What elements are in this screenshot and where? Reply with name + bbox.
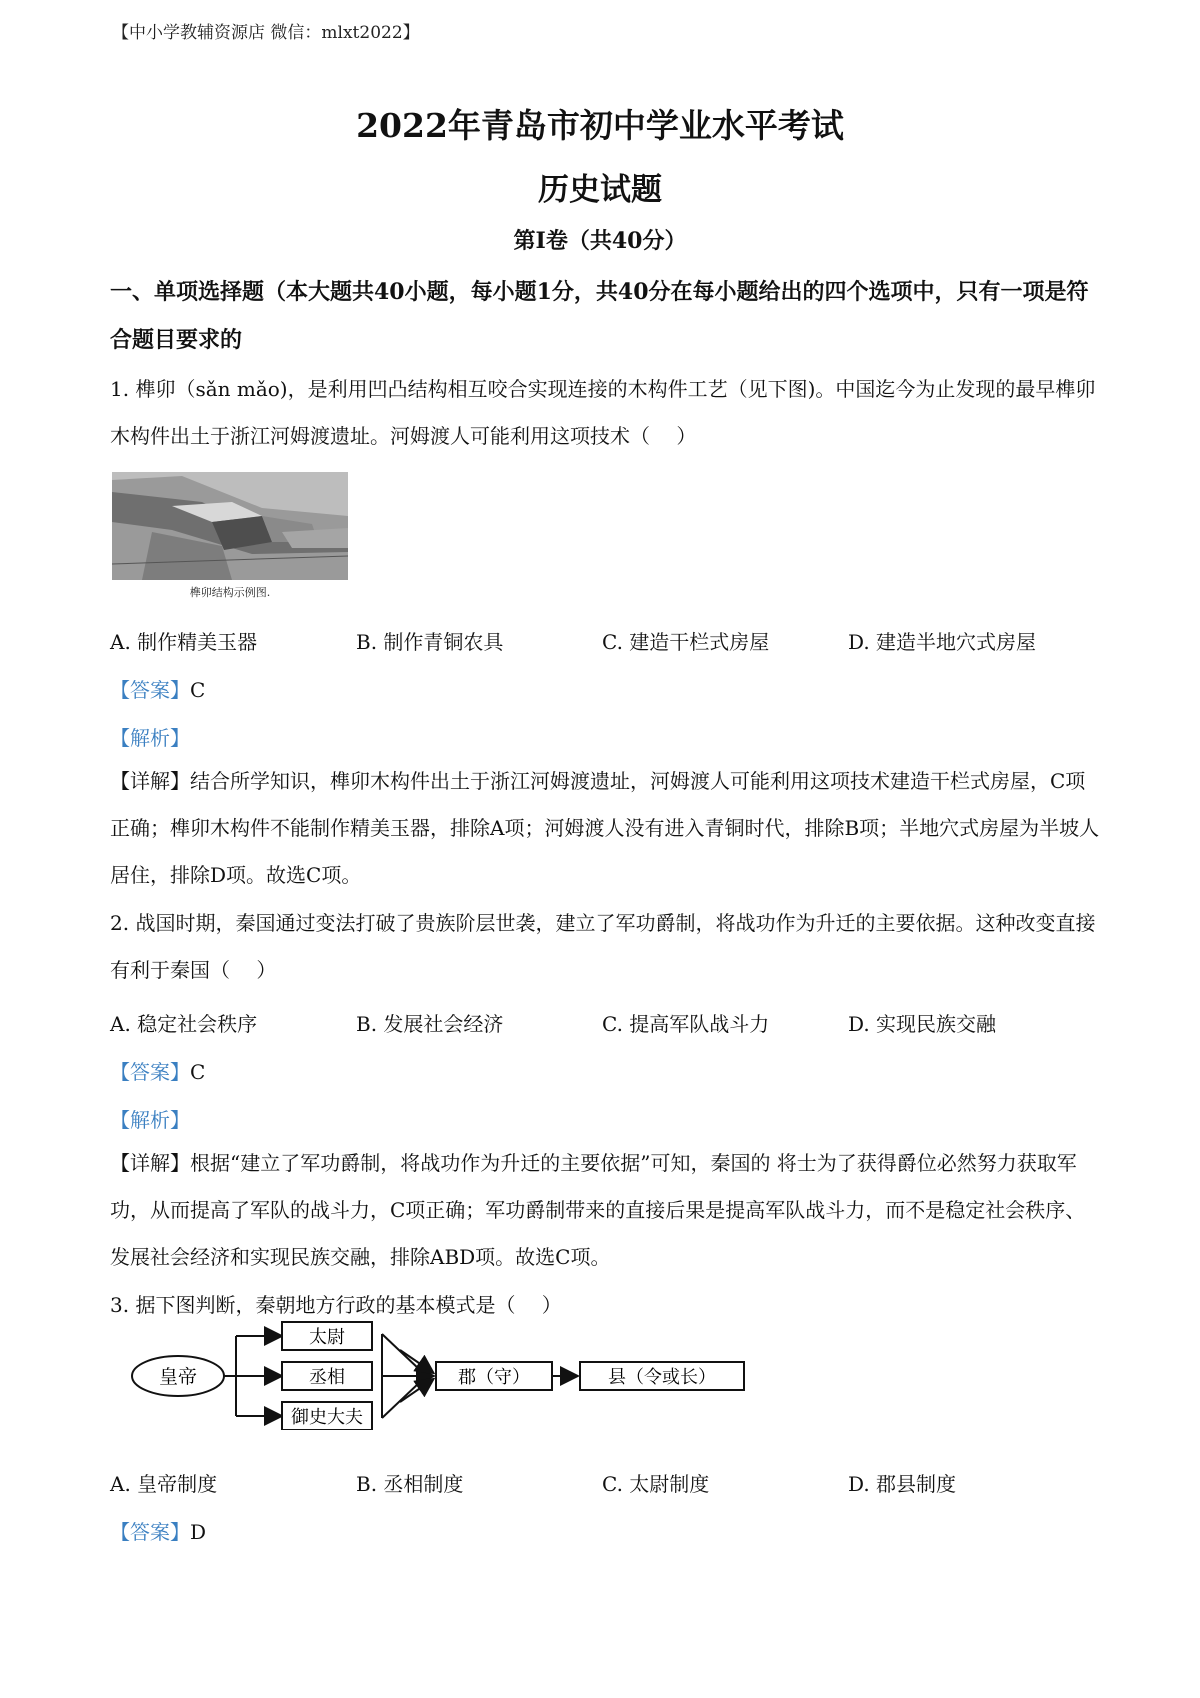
q2-detail-text: 根据“建立了军功爵制，将战功作为升迁的主要依据”可知，秦国的 将士为了获得爵位必然努力获取军功，从而提高了军队的战斗力，C项正确；军功爵制带来的直接后果是提高军队战斗力，而不是稳定社会秩序、发展社会经济和实现民族交融，排除ABD项。故选C项。 xyxy=(110,1151,1086,1269)
q2-analysis xyxy=(110,1104,190,1133)
analysis-label: 【解析】 xyxy=(110,1108,190,1132)
commandery-label: 郡（守） xyxy=(458,1367,530,1388)
q2-option-d: D. 实现民族交融 xyxy=(848,1012,997,1036)
county-label: 县（令或长） xyxy=(608,1367,716,1388)
question-2-text: 2. 战国时期，秦国通过变法打破了贵族阶层世袭，建立了军功爵制，将战功作为升迁的主要依据。这种改变直接有利于秦国（ ） xyxy=(110,911,1096,982)
exam-title: 2022年青岛市初中学业水平考试 xyxy=(356,106,844,145)
q1-answer xyxy=(110,674,205,703)
answer-label: 【答案】 xyxy=(110,1520,190,1544)
answer-label: 【答案】 xyxy=(110,1060,190,1084)
q3-option-c: C. 太尉制度 xyxy=(602,1472,710,1496)
question-2-options xyxy=(110,1008,1100,1048)
q2-option-c: C. 提高军队战斗力 xyxy=(602,1012,770,1036)
emperor-label: 皇帝 xyxy=(158,1366,198,1388)
question-1-text: 1. 榫卯（sǎn mǎo)，是利用凹凸结构相互咬合实现连接的木构件工艺（见下图)。中国迄今为止发现的最早榫卯木构件出土于浙江河姆渡遗址。河姆渡人可能利用这项技术（ ） xyxy=(110,377,1096,448)
q1-answer-value: C xyxy=(190,678,206,702)
exam-volume: 第Ⅰ卷（共40分） xyxy=(513,228,687,254)
minister-label-1: 太尉 xyxy=(309,1327,345,1348)
watermark: 【中小学教辅资源店 微信：mlxt2022】 xyxy=(112,23,420,43)
q2-answer-value: C xyxy=(190,1060,206,1084)
section-heading: 一、单项选择题（本大题共40小题，每小题1分，共40分在每小题给出的四个选项中，只有一项是符合题目要求的 xyxy=(110,279,1089,353)
mortise-tenon-image xyxy=(112,472,348,602)
minister-label-2: 丞相 xyxy=(309,1367,345,1388)
q1-detail-text: 结合所学知识，榫卯木构件出土于浙江河姆渡遗址，河姆渡人可能利用这项技术建造干栏式房屋，C项正确；榫卯木构件不能制作精美玉器，排除A项；河姆渡人没有进入青铜时代，排除B项；半地穴式房屋为半坡人居住，排除D项。故选C项。 xyxy=(110,769,1100,887)
q1-option-d: D. 建造半地穴式房屋 xyxy=(848,630,1037,654)
mortise-tenon-figure xyxy=(112,472,348,602)
q1-option-b: B. 制作青铜农具 xyxy=(356,630,504,654)
qin-admin-diagram xyxy=(130,1320,790,1430)
question-3-text: 3. 据下图判断，秦朝地方行政的基本模式是（ ） xyxy=(110,1293,562,1317)
figure-caption: 榫卯结构示例图. xyxy=(189,586,271,599)
q2-option-a: A. 稳定社会秩序 xyxy=(110,1012,258,1036)
q3-answer-value: D xyxy=(190,1520,207,1544)
exam-subject: 历史试题 xyxy=(538,172,662,208)
q1-detail xyxy=(110,758,1100,899)
q3-option-d: D. 郡县制度 xyxy=(848,1472,957,1496)
q2-answer xyxy=(110,1056,205,1085)
q1-option-c: C. 建造干栏式房屋 xyxy=(602,630,770,654)
minister-label-3: 御史大夫 xyxy=(291,1407,363,1428)
detail-label: 【详解】 xyxy=(110,769,190,793)
q3-option-b: B. 丞相制度 xyxy=(356,1472,464,1496)
answer-label: 【答案】 xyxy=(110,678,190,702)
qin-admin-diagram-svg xyxy=(130,1320,790,1430)
q1-analysis xyxy=(110,722,190,751)
q2-detail xyxy=(110,1140,1100,1281)
q3-option-a: A. 皇帝制度 xyxy=(110,1472,218,1496)
analysis-label: 【解析】 xyxy=(110,726,190,750)
question-1-options xyxy=(110,626,1100,666)
detail-label: 【详解】 xyxy=(110,1151,190,1175)
q1-option-a: A. 制作精美玉器 xyxy=(110,630,258,654)
q2-option-b: B. 发展社会经济 xyxy=(356,1012,504,1036)
question-3-options xyxy=(110,1468,1100,1508)
q3-answer xyxy=(110,1516,206,1545)
